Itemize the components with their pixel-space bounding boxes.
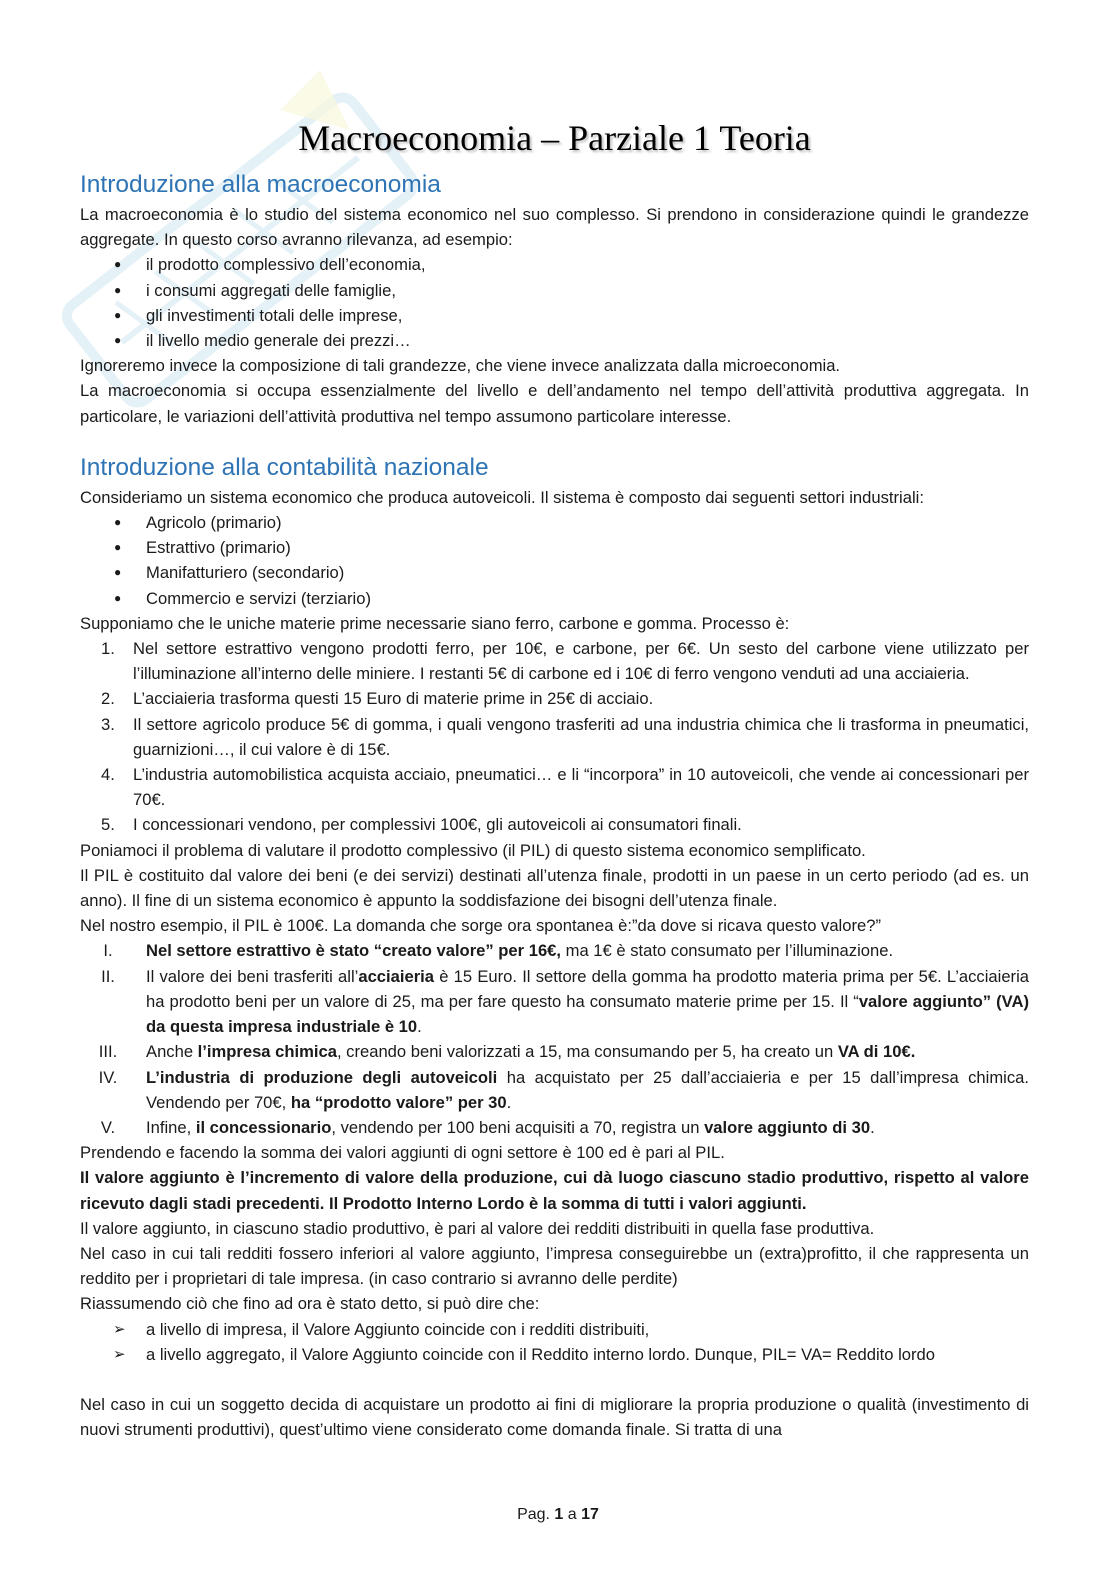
bullet-icon: ● <box>114 515 122 530</box>
document-title: Macroeconomia – Parziale 1 Teoria <box>298 118 811 158</box>
bullet-icon: ● <box>114 307 122 322</box>
list-item: V. Infine, il concessionario, vendendo per 100 beni acquisiti a 70, registra un valore aggiunto di 30. <box>100 1117 875 1137</box>
paragraph: Consideriamo un sistema economico che produca autoveicoli. Il sistema è composto dai seguenti settori industriali: <box>80 487 924 507</box>
paragraph: Nel caso in cui tali redditi fossero inferiori al valore aggiunto, l’impresa conseguirebbe un (extra)profitto, il che rappresenta un reddito per i proprietari di tale impresa. (in caso contrario si avranno delle perdite) <box>80 1243 1029 1289</box>
list-item: ● Estrattivo (primario) <box>80 535 1029 560</box>
paragraph: La macroeconomia si occupa essenzialmente del livello e dell’andamento nel tempo dell’attività produttiva aggregata. In particolare, le variazioni dell’attività produttiva nel tempo assumono particolare interesse. <box>80 381 1029 426</box>
arrow-icon: ➢ <box>113 1320 126 1338</box>
paragraph: Ignoreremo invece la composizione di tali grandezze, che viene invece analizzata dalla microeconomia. <box>80 356 841 376</box>
numbered-list-process <box>80 636 1029 838</box>
list-item: I. Nel settore estrattivo è stato “creato valore” per 16€, ma 1€ è stato consumato per l’illuminazione. <box>103 941 894 961</box>
list-item: ● il prodotto complessivo dell’economia, <box>80 252 1029 277</box>
paragraph: Nel caso in cui un soggetto decida di acquistare un prodotto ai fini di migliorare la propria produzione o qualità (investimento di nuovi strumenti produttivi), quest’ultimo viene considerato come domanda finale. Si tratta di una <box>80 1394 1029 1440</box>
list-item: ➢ a livello aggregato, il Valore Aggiunto coincide con il Reddito interno lordo. Dunque, PIL= VA= Reddito lordo <box>80 1342 1029 1367</box>
list-item: 5. I concessionari vendono, per complessivi 100€, gli autoveicoli ai consumatori finali. <box>101 815 742 835</box>
paragraph: La macroeconomia è lo studio del sistema economico nel suo complesso. Si prendono in considerazione quindi le grandezze aggregate. In questo corso avranno rilevanza, ad esempio: <box>80 205 1029 250</box>
list-item: ● i consumi aggregati delle famiglie, <box>80 278 1029 303</box>
list-item: ● Manifatturiero (secondario) <box>80 560 1029 585</box>
arrow-list-summary <box>80 1317 1029 1367</box>
list-item: 2. L’acciaieria trasforma questi 15 Euro di materie prime in 25€ di acciaio. <box>101 689 654 709</box>
paragraph: Poniamoci il problema di valutare il prodotto complessivo (il PIL) di questo sistema economico semplificato. <box>80 840 866 860</box>
list-item: ● Commercio e servizi (terziario) <box>80 586 1029 611</box>
page-number: Pag. 1 a 17 <box>517 1506 599 1523</box>
list-item: ● il livello medio generale dei prezzi… <box>80 328 1029 353</box>
paragraph: Il PIL è costituito dal valore dei beni (e dei servizi) destinati all’utenza finale, prodotti in un paese in un certo periodo (ad es. un anno). Il fine di un sistema economico è appunto la soddisfazione dei bisogni dell’utenza finale. <box>80 865 1029 911</box>
bullet-icon: ● <box>114 282 122 297</box>
section-heading-contabilita: Introduzione alla contabilità nazionale <box>80 453 489 481</box>
paragraph: Nel nostro esempio, il PIL è 100€. La domanda che sorge ora spontanea è:”da dove si ricava questo valore?” <box>80 916 881 936</box>
list-item: IV. L’industria di produzione degli autoveicoli ha acquistato per 25 dall’acciaieria e per 15 dall’impresa chimica. Vendendo per 70€, ha “prodotto valore” per 30. <box>98 1067 1029 1112</box>
list-item: 4. L’industria automobilistica acquista acciaio, pneumatici… e li “incorpora” in 10 autoveicoli, che vende ai concessionari per 70€. <box>101 765 1029 810</box>
bullet-icon: ● <box>114 565 122 580</box>
paragraph: Il valore aggiunto, in ciascuno stadio produttivo, è pari al valore dei redditi distribuiti in quella fase produttiva. <box>80 1218 875 1238</box>
roman-list-value-added <box>80 938 1029 1140</box>
bullet-icon: ● <box>114 257 122 272</box>
list-item: ● gli investimenti totali delle imprese, <box>80 303 1029 328</box>
bullet-icon: ● <box>114 333 122 348</box>
definition-bold: Il valore aggiunto è l’incremento di valore della produzione, cui dà luogo ciascuno stadio produttivo, rispetto al valore ricevuto dagli stadi precedenti. Il Prodotto Interno Lordo è la somma di tutti i valori aggiunti. <box>80 1168 1029 1213</box>
bullet-list-sectors <box>80 510 1029 611</box>
bullet-list-aggregates <box>80 252 1029 353</box>
bullet-icon: ● <box>114 590 122 605</box>
paragraph: Prendendo e facendo la somma dei valori aggiunti di ogni settore è 100 ed è pari al PIL. <box>80 1143 725 1163</box>
list-item: ➢ a livello di impresa, il Valore Aggiunto coincide con i redditi distribuiti, <box>80 1317 1029 1342</box>
document-page <box>80 112 1029 1442</box>
paragraph: Riassumendo ciò che fino ad ora è stato detto, si può dire che: <box>80 1294 540 1314</box>
list-item: II. Il valore dei beni trasferiti all’acciaieria è 15 Euro. Il settore della gomma ha prodotto materia prima per 5€. L’acciaieria ha prodotto beni per un valore di 25, ma per fare questo ha consumato materie prime per 15. Il “valore aggiunto” (VA) da questa impresa industriale è 10. <box>101 966 1029 1037</box>
list-item: 1. Nel settore estrattivo vengono prodotti ferro, per 10€, e carbone, per 6€. Un sesto del carbone viene utilizzato per l’illuminazione all’interno delle miniere. I restanti 5€ di carbone ed i 10€ di ferro vengono venduti ad una acciaieria. <box>101 639 1029 684</box>
paragraph: Supponiamo che le uniche materie prime necessarie siano ferro, carbone e gomma. Processo è: <box>80 613 790 633</box>
list-item: 3. Il settore agricolo produce 5€ di gomma, i quali vengono trasferiti ad una industria chimica che li trasforma in pneumatici, guarnizioni…, il cui valore è di 15€. <box>101 714 1029 759</box>
section-heading-macroeconomia: Introduzione alla macroeconomia <box>80 171 441 198</box>
list-item: ● Agricolo (primario) <box>80 510 1029 535</box>
list-item: III. Anche l’impresa chimica, creando beni valorizzati a 15, ma consumando per 5, ha creato un VA di 10€. <box>98 1042 916 1062</box>
arrow-icon: ➢ <box>113 1345 126 1363</box>
bullet-icon: ● <box>114 540 122 555</box>
